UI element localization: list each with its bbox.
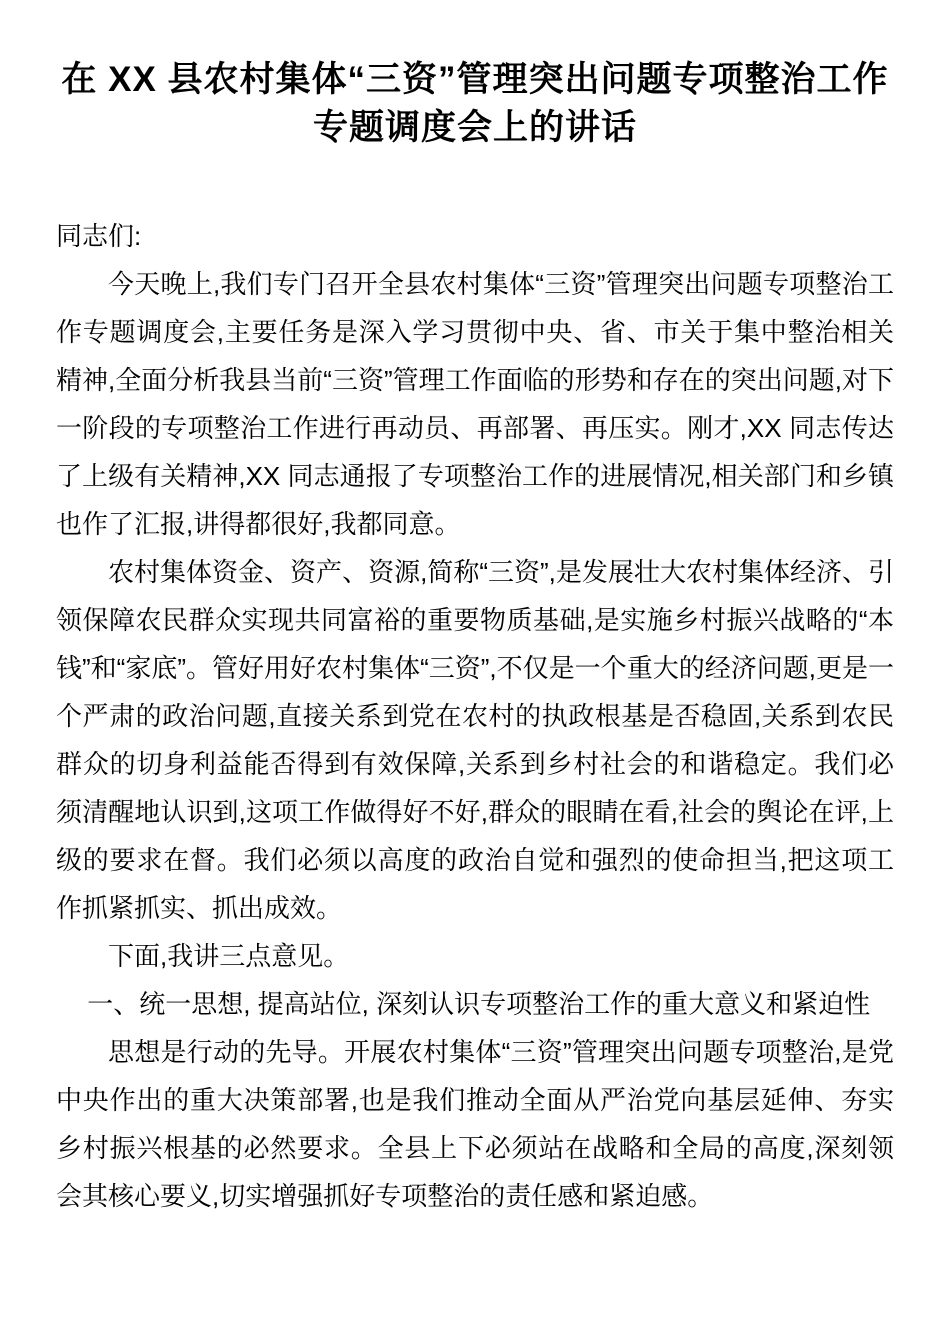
- paragraph-three-capitals-significance: 农村集体资金、资产、资源,简称“三资”,是发展壮大农村集体经济、引领保障农民群众实现共同富裕的重要物质基础,是实施乡村振兴战略的“本钱”和“家底”。管好用好农村集体“三资”,不仅是一个重大的经济问题,更是一个严肃的政治问题,直接关系到党在农村的执政根基是否稳固,关系到农民群众的切身利益能否得到有效保障,关系到乡村社会的和谐稳定。我们必须清醒地认识到,这项工作做得好不好,群众的眼睛在看,社会的舆论在评,上级的要求在督。我们必须以高度的政治自觉和强烈的使命担当,把这项工作抓紧抓实、抓出成效。: [56, 557, 894, 923]
- paragraph-transition: 下面,我讲三点意见。: [108, 941, 350, 971]
- section-heading-1: 一、统一思想, 提高站位, 深刻认识专项整治工作的重大意义和紧迫性: [87, 989, 871, 1019]
- document-title: 在 XX 县农村集体“三资”管理突出问题专项整治工作专题调度会上的讲话: [61, 60, 889, 147]
- paragraph-opening: 今天晚上,我们专门召开全县农村集体“三资”管理突出问题专项整治工作专题调度会,主要任务是深入学习贯彻中央、省、市关于集中整治相关精神,全面分析我县当前“三资”管理工作面临的形势和存在的突出问题,对下一阶段的专项整治工作进行再动员、再部署、再压实。刚才,XX 同志传达了上级有关精神,XX 同志通报了专项整治工作的进展情况,相关部门和乡镇也作了汇报,讲得都很好,我都同意。: [56, 269, 894, 539]
- paragraph-section-1-body: 思想是行动的先导。开展农村集体“三资”管理突出问题专项整治,是党中央作出的重大决策部署,也是我们推动全面从严治党向基层延伸、夯实乡村振兴根基的必然要求。全县上下必须站在战略和全局的高度,深刻领会其核心要义,切实增强抓好专项整治的责任感和紧迫感。: [56, 1037, 894, 1211]
- document-body: [56, 212, 894, 1220]
- salutation: 同志们:: [56, 221, 142, 251]
